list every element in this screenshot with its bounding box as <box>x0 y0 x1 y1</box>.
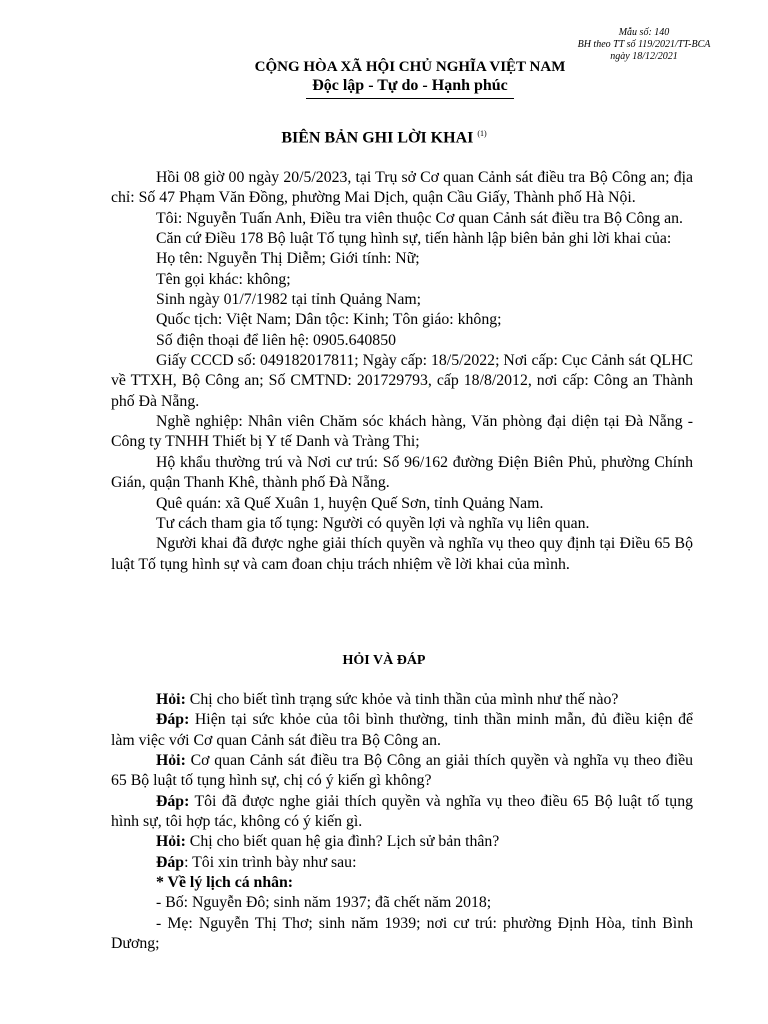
form-code-line2: BH theo TT số 119/2021/TT-BCA <box>577 39 711 50</box>
document-title-text: BIÊN BẢN GHI LỜI KHAI <box>281 129 474 147</box>
intro-paragraph: Tôi: Nguyễn Tuấn Anh, Điều tra viên thuộc Cơ quan Cảnh sát điều tra Bộ Công an. <box>156 209 683 227</box>
intro-section <box>111 168 693 575</box>
qa-text: Chị cho biết tình trạng sức khỏe và tinh thần của mình như thế nào? <box>185 691 619 708</box>
qa-item <box>111 690 693 710</box>
family-member-item: - Mẹ: Nguyễn Thị Thơ; sinh năm 1939; nơi cư trú: phường Định Hòa, tỉnh Bình Dương; <box>111 914 693 953</box>
intro-paragraph: Quê quán: xã Quế Xuân 1, huyện Quế Sơn, tỉnh Quảng Nam. <box>156 494 544 512</box>
intro-paragraph: Sinh ngày 01/7/1982 tại tỉnh Quảng Nam; <box>156 291 422 309</box>
intro-paragraph: Tên gọi khác: không; <box>156 270 291 288</box>
qa-label: Hỏi: <box>156 752 186 770</box>
intro-paragraph: Giấy CCCD số: 049182017811; Ngày cấp: 18/5/2022; Nơi cấp: Cục Cảnh sát QLHC về TTXH, Bộ Công an; Số CMTND: 201729793, cấp 18/8/2012, nơi cấp: Công an Thành phố Đà Nẵng. <box>111 352 693 410</box>
form-code-line1: Mẫu số: 140 <box>618 27 670 38</box>
intro-paragraph: Quốc tịch: Việt Nam; Dân tộc: Kinh; Tôn giáo: không; <box>156 311 502 329</box>
qa-text: Cơ quan Cảnh sát điều tra Bộ Công an giải thích quyền và nghĩa vụ theo điều 65 Bộ luật tố tụng hình sự, chị có ý kiến gì không? <box>111 752 693 790</box>
qa-item <box>111 792 693 833</box>
intro-paragraph: Hộ khẩu thường trú và Nơi cư trú: Số 96/162 đường Điện Biên Phủ, phường Chính Gián, quận Thanh Khê, thành phố Đà Nẵng. <box>111 453 693 492</box>
qa-item <box>111 853 693 873</box>
qa-item <box>111 832 693 852</box>
intro-paragraph: Hồi 08 giờ 00 ngày 20/5/2023, tại Trụ sở Cơ quan Cảnh sát điều tra Bộ Công an; địa chỉ: Số 47 Phạm Văn Đồng, phường Mai Dịch, quận Cầu Giấy, Thành phố Hà Nội. <box>111 169 693 207</box>
intro-paragraph: Người khai đã được nghe giải thích quyền và nghĩa vụ theo quy định tại Điều 65 Bộ luật Tố tụng hình sự và cam đoan chịu trách nhiệm về lời khai của mình. <box>111 535 693 573</box>
intro-paragraph: Căn cứ Điều 178 Bộ luật Tố tụng hình sự, tiến hành lập biên bản ghi lời khai của: <box>156 230 672 248</box>
document-title <box>0 124 768 148</box>
document-header <box>220 58 600 99</box>
personal-info-heading: * Về lý lịch cá nhân: <box>156 874 294 892</box>
national-motto: Độc lập - Tự do - Hạnh phúc <box>312 77 508 94</box>
country-name: CỘNG HÒA XÃ HỘI CHỦ NGHĨA VIỆT NAM <box>254 59 566 75</box>
qa-text: Chị cho biết quan hệ gia đình? Lịch sử bản thân? <box>185 833 500 851</box>
qa-text: Hiện tại sức khỏe của tôi bình thường, tinh thần minh mẫn, đủ điều kiện để làm việc với Cơ quan Cảnh sát điều tra Bộ Công an. <box>111 711 693 749</box>
intro-paragraph: Tư cách tham gia tố tụng: Người có quyền lợi và nghĩa vụ liên quan. <box>156 514 590 532</box>
family-member-item: - Bố: Nguyễn Đô; sinh năm 1937; đã chết năm 2018; <box>156 894 492 912</box>
qa-label: Hỏi: <box>156 833 186 851</box>
intro-paragraph: Nghề nghiệp: Nhân viên Chăm sóc khách hàng, Văn phòng đại diện tại Đà Nẵng - Công ty TNHH Thiết bị Y tế Danh và Tràng Thi; <box>111 413 693 451</box>
qa-label: Đáp: <box>156 711 190 729</box>
title-footnote-mark: (1) <box>477 129 487 138</box>
intro-paragraph: Họ tên: Nguyễn Thị Diễm; Giới tính: Nữ; <box>156 250 420 268</box>
intro-paragraph: Số điện thoại để liên hệ: 0905.640850 <box>156 331 396 349</box>
qa-label: Hỏi: <box>156 691 186 708</box>
qa-section <box>111 690 693 954</box>
qa-label: Đáp <box>156 853 185 871</box>
qa-text: Tôi đã được nghe giải thích quyền và nghĩa vụ theo điều 65 Bộ luật tố tụng hình sự, tôi hợp tác, không có ý kiến gì. <box>111 792 693 831</box>
form-code-line3: ngày 18/12/2021 <box>610 51 678 62</box>
qa-heading: HỎI VÀ ĐÁP <box>342 653 426 668</box>
motto-underline <box>306 98 514 99</box>
qa-label: Đáp: <box>156 792 190 810</box>
qa-item <box>111 710 693 751</box>
qa-item <box>111 751 693 792</box>
qa-text: : Tôi xin trình bày như sau: <box>184 853 357 871</box>
